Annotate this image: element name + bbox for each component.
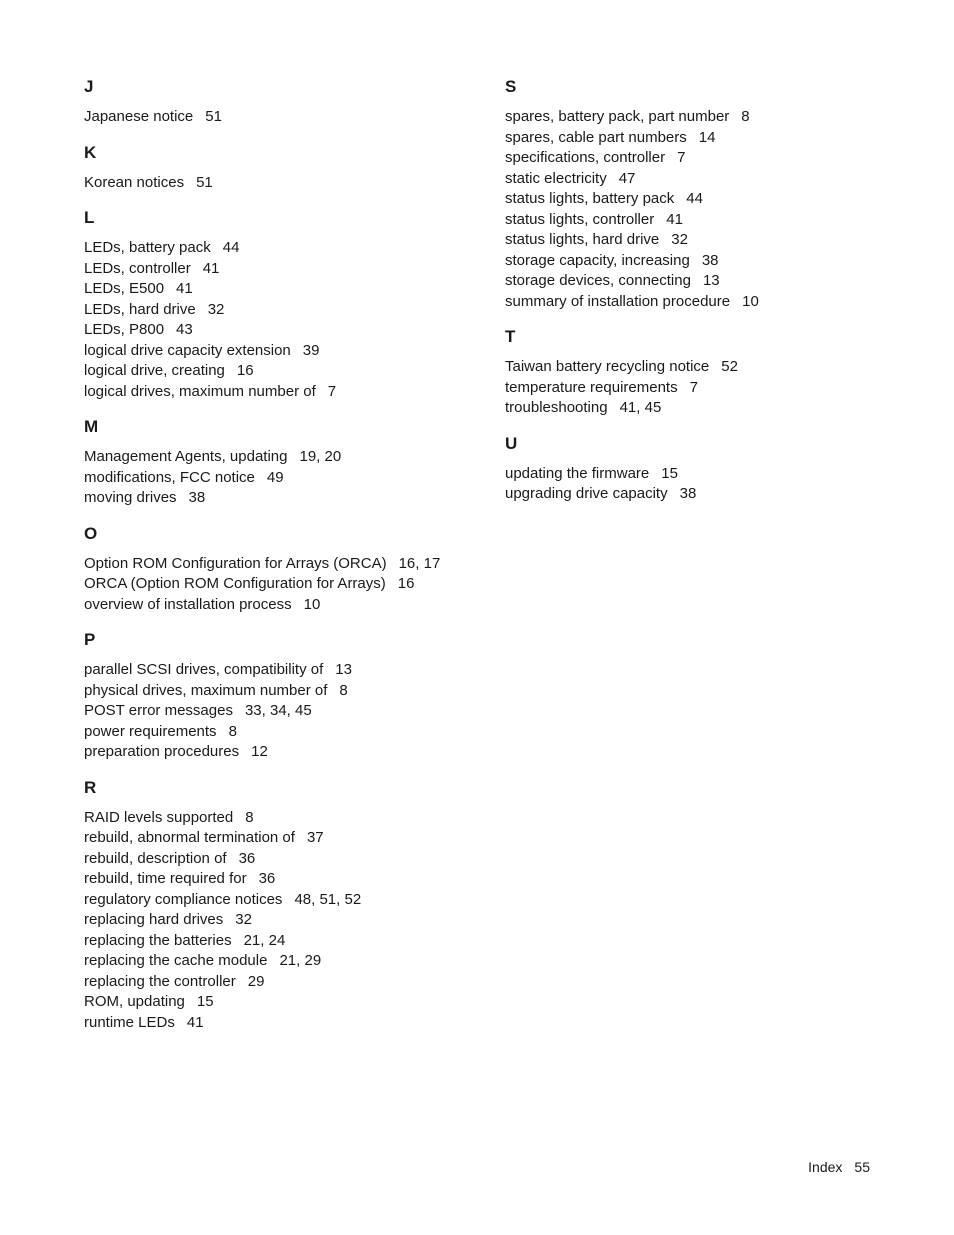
page-reference[interactable]: 13 xyxy=(335,661,352,678)
index-entry xyxy=(505,378,875,399)
page-reference[interactable]: 7 xyxy=(689,378,698,396)
index-term: modifications, FCC notice xyxy=(84,468,255,486)
index-term: status lights, hard drive xyxy=(505,231,660,248)
index-term: regulatory compliance notices xyxy=(84,890,283,908)
page-reference[interactable]: 41 xyxy=(666,210,683,228)
index-entry xyxy=(84,554,464,575)
index-term: replacing the controller xyxy=(84,972,236,990)
index-entry xyxy=(84,951,464,972)
index-term: status lights, controller xyxy=(505,210,655,228)
index-entry-list xyxy=(84,107,464,128)
index-section xyxy=(84,523,464,616)
page-reference[interactable]: 32 xyxy=(235,911,252,928)
page-reference[interactable]: 41 xyxy=(202,259,220,277)
page-reference[interactable]: 8 xyxy=(245,808,254,826)
index-entry-list xyxy=(84,238,464,402)
index-term: logical drive capacity extension xyxy=(84,341,291,359)
page-footer xyxy=(808,1158,870,1176)
index-entry xyxy=(84,238,464,259)
index-entry xyxy=(505,464,875,485)
index-term: upgrading drive capacity xyxy=(505,485,668,502)
index-entry xyxy=(84,722,464,743)
index-term: RAID levels supported xyxy=(84,808,234,826)
index-term: updating the firmware xyxy=(505,464,650,482)
page-reference[interactable]: 48, 51, 52 xyxy=(294,890,362,908)
page-reference[interactable]: 16, 17 xyxy=(398,554,441,572)
index-term: ORCA (Option ROM Configuration for Arrays) xyxy=(84,575,386,592)
page-reference[interactable]: 38 xyxy=(679,485,697,502)
index-entry-list xyxy=(505,107,875,312)
index-term: replacing the batteries xyxy=(84,931,232,949)
section-letter: L xyxy=(84,208,95,227)
page-reference[interactable]: 38 xyxy=(701,251,719,269)
page-reference[interactable]: 41, 45 xyxy=(619,399,662,416)
index-term: runtime LEDs xyxy=(84,1013,175,1031)
index-entry xyxy=(84,931,464,952)
index-term: ROM, updating xyxy=(84,993,185,1010)
index-term: static electricity xyxy=(505,169,607,187)
section-letter: S xyxy=(505,77,517,96)
index-term: specifications, controller xyxy=(505,149,666,166)
page-reference[interactable]: 8 xyxy=(339,681,348,699)
page-reference[interactable]: 32 xyxy=(207,300,225,318)
index-entry xyxy=(84,341,464,362)
index-term: logical drive, creating xyxy=(84,362,225,379)
index-term: Taiwan battery recycling notice xyxy=(505,358,710,375)
section-letter: K xyxy=(84,142,97,162)
index-section xyxy=(84,76,464,128)
index-term: LEDs, hard drive xyxy=(84,300,196,318)
index-term: rebuild, abnormal termination of xyxy=(84,829,295,846)
page-reference[interactable]: 36 xyxy=(238,849,256,867)
index-entry xyxy=(84,742,464,763)
index-entry xyxy=(505,251,875,272)
page-reference[interactable]: 47 xyxy=(618,169,636,187)
page-reference[interactable]: 21, 24 xyxy=(243,931,286,949)
index-term: Japanese notice xyxy=(84,108,194,125)
page-reference[interactable]: 41 xyxy=(186,1013,204,1031)
section-letter: U xyxy=(505,433,518,453)
page-reference[interactable]: 33, 34, 45 xyxy=(244,702,312,719)
index-entry xyxy=(84,595,464,616)
index-entry xyxy=(84,173,464,194)
index-term: spares, cable part numbers xyxy=(505,128,687,146)
index-entry xyxy=(84,488,464,509)
index-section xyxy=(84,416,464,509)
index-entry xyxy=(505,107,875,128)
page-reference[interactable]: 51 xyxy=(196,173,213,191)
index-entry xyxy=(84,382,464,403)
index-entry xyxy=(84,468,464,489)
index-entry xyxy=(84,660,464,681)
index-term: rebuild, time required for xyxy=(84,870,247,887)
index-entry xyxy=(84,300,464,321)
page-reference[interactable]: 37 xyxy=(306,829,324,846)
footer-label: Index xyxy=(808,1159,843,1175)
page-reference[interactable]: 8 xyxy=(228,722,237,740)
index-left-column xyxy=(84,76,464,1047)
index-term: power requirements xyxy=(84,722,217,740)
index-term: logical drives, maximum number of xyxy=(84,382,316,400)
index-term: summary of installation procedure xyxy=(505,292,731,310)
index-term: status lights, battery pack xyxy=(505,190,675,207)
page-reference[interactable]: 15 xyxy=(661,464,678,482)
index-entry xyxy=(505,271,875,292)
index-section xyxy=(84,777,464,1034)
page-reference[interactable]: 36 xyxy=(258,870,276,887)
index-entry xyxy=(84,701,464,722)
page-reference[interactable]: 7 xyxy=(327,382,337,400)
index-entry-list xyxy=(84,660,464,763)
page-reference[interactable]: 12 xyxy=(251,743,268,760)
index-entry xyxy=(84,890,464,911)
index-section xyxy=(84,142,464,194)
index-entry xyxy=(84,447,464,468)
index-entry xyxy=(505,210,875,231)
section-letter: R xyxy=(84,777,97,797)
page-reference[interactable]: 43 xyxy=(176,321,193,338)
index-term: rebuild, description of xyxy=(84,849,227,867)
index-entry xyxy=(84,320,464,341)
index-term: parallel SCSI drives, compatibility of xyxy=(84,661,324,678)
index-entry xyxy=(505,128,875,149)
index-entry xyxy=(505,230,875,251)
page-reference[interactable]: 44 xyxy=(222,239,240,256)
index-term: troubleshooting xyxy=(505,399,608,416)
index-term: Korean notices xyxy=(84,173,185,191)
index-entry xyxy=(505,148,875,169)
index-entry xyxy=(84,869,464,890)
index-term: overview of installation process xyxy=(84,595,292,613)
index-entry xyxy=(505,169,875,190)
index-term: physical drives, maximum number of xyxy=(84,681,328,699)
index-entry-list xyxy=(505,464,875,505)
footer-page-number: 55 xyxy=(854,1159,870,1175)
index-term: LEDs, controller xyxy=(84,259,191,277)
index-term: storage devices, connecting xyxy=(505,272,691,289)
page-reference[interactable]: 16 xyxy=(397,575,415,592)
page-reference[interactable]: 21, 29 xyxy=(279,952,322,969)
index-term: LEDs, P800 xyxy=(84,321,165,338)
index-entry xyxy=(84,808,464,829)
page-reference[interactable]: 15 xyxy=(196,993,214,1010)
index-entry xyxy=(505,189,875,210)
section-letter: M xyxy=(84,417,99,436)
index-term: Option ROM Configuration for Arrays (ORCA) xyxy=(84,554,387,572)
index-entry xyxy=(84,259,464,280)
index-term: preparation procedures xyxy=(84,743,240,760)
index-entry xyxy=(505,357,875,378)
section-letter: T xyxy=(505,327,516,346)
index-entry xyxy=(84,279,464,300)
index-entry xyxy=(84,574,464,595)
page-reference[interactable]: 51 xyxy=(205,108,222,125)
page-reference[interactable]: 8 xyxy=(741,108,750,125)
index-entry xyxy=(84,361,464,382)
index-entry xyxy=(84,681,464,702)
index-term: replacing hard drives xyxy=(84,911,224,928)
index-entry xyxy=(84,972,464,993)
section-letter: P xyxy=(84,630,96,649)
page-reference[interactable]: 44 xyxy=(686,190,703,207)
index-term: LEDs, battery pack xyxy=(84,239,211,256)
index-entry-list xyxy=(84,173,464,194)
page-reference[interactable]: 14 xyxy=(698,128,716,146)
index-entry xyxy=(84,992,464,1013)
index-section xyxy=(505,326,875,419)
page-reference[interactable]: 38 xyxy=(188,489,206,506)
index-entry xyxy=(84,849,464,870)
index-entry xyxy=(84,107,464,128)
page-reference[interactable]: 10 xyxy=(303,595,321,613)
index-entry xyxy=(84,1013,464,1034)
section-letter: J xyxy=(84,77,94,96)
index-entry xyxy=(84,828,464,849)
page-reference[interactable]: 41 xyxy=(176,280,193,297)
index-term: moving drives xyxy=(84,489,177,506)
index-term: replacing the cache module xyxy=(84,952,268,969)
page-reference[interactable]: 29 xyxy=(247,972,265,990)
page-reference[interactable]: 19, 20 xyxy=(299,448,342,465)
index-term: spares, battery pack, part number xyxy=(505,108,730,125)
index-entry xyxy=(505,292,875,313)
index-section xyxy=(84,207,464,402)
index-right-column xyxy=(505,76,875,519)
index-entry-list xyxy=(505,357,875,419)
index-term: temperature requirements xyxy=(505,378,678,396)
index-entry xyxy=(505,484,875,505)
page-reference[interactable]: 49 xyxy=(266,468,284,486)
index-section xyxy=(505,76,875,312)
page-reference[interactable]: 16 xyxy=(236,362,254,379)
index-section xyxy=(84,629,464,763)
page-reference[interactable]: 10 xyxy=(742,292,759,310)
index-entry-list xyxy=(84,554,464,616)
page-reference[interactable]: 52 xyxy=(721,358,738,375)
index-term: storage capacity, increasing xyxy=(505,251,690,269)
index-term: POST error messages xyxy=(84,702,233,719)
page-reference[interactable]: 13 xyxy=(702,272,720,289)
page-reference[interactable]: 32 xyxy=(671,231,688,248)
index-term: LEDs, E500 xyxy=(84,280,165,297)
page-reference[interactable]: 39 xyxy=(302,341,320,359)
index-term: Management Agents, updating xyxy=(84,448,288,465)
index-entry xyxy=(505,398,875,419)
index-section xyxy=(505,433,875,505)
index-entry-list xyxy=(84,808,464,1034)
page-reference[interactable]: 7 xyxy=(677,149,686,166)
index-entry-list xyxy=(84,447,464,509)
index-entry xyxy=(84,910,464,931)
section-letter: O xyxy=(84,523,98,543)
